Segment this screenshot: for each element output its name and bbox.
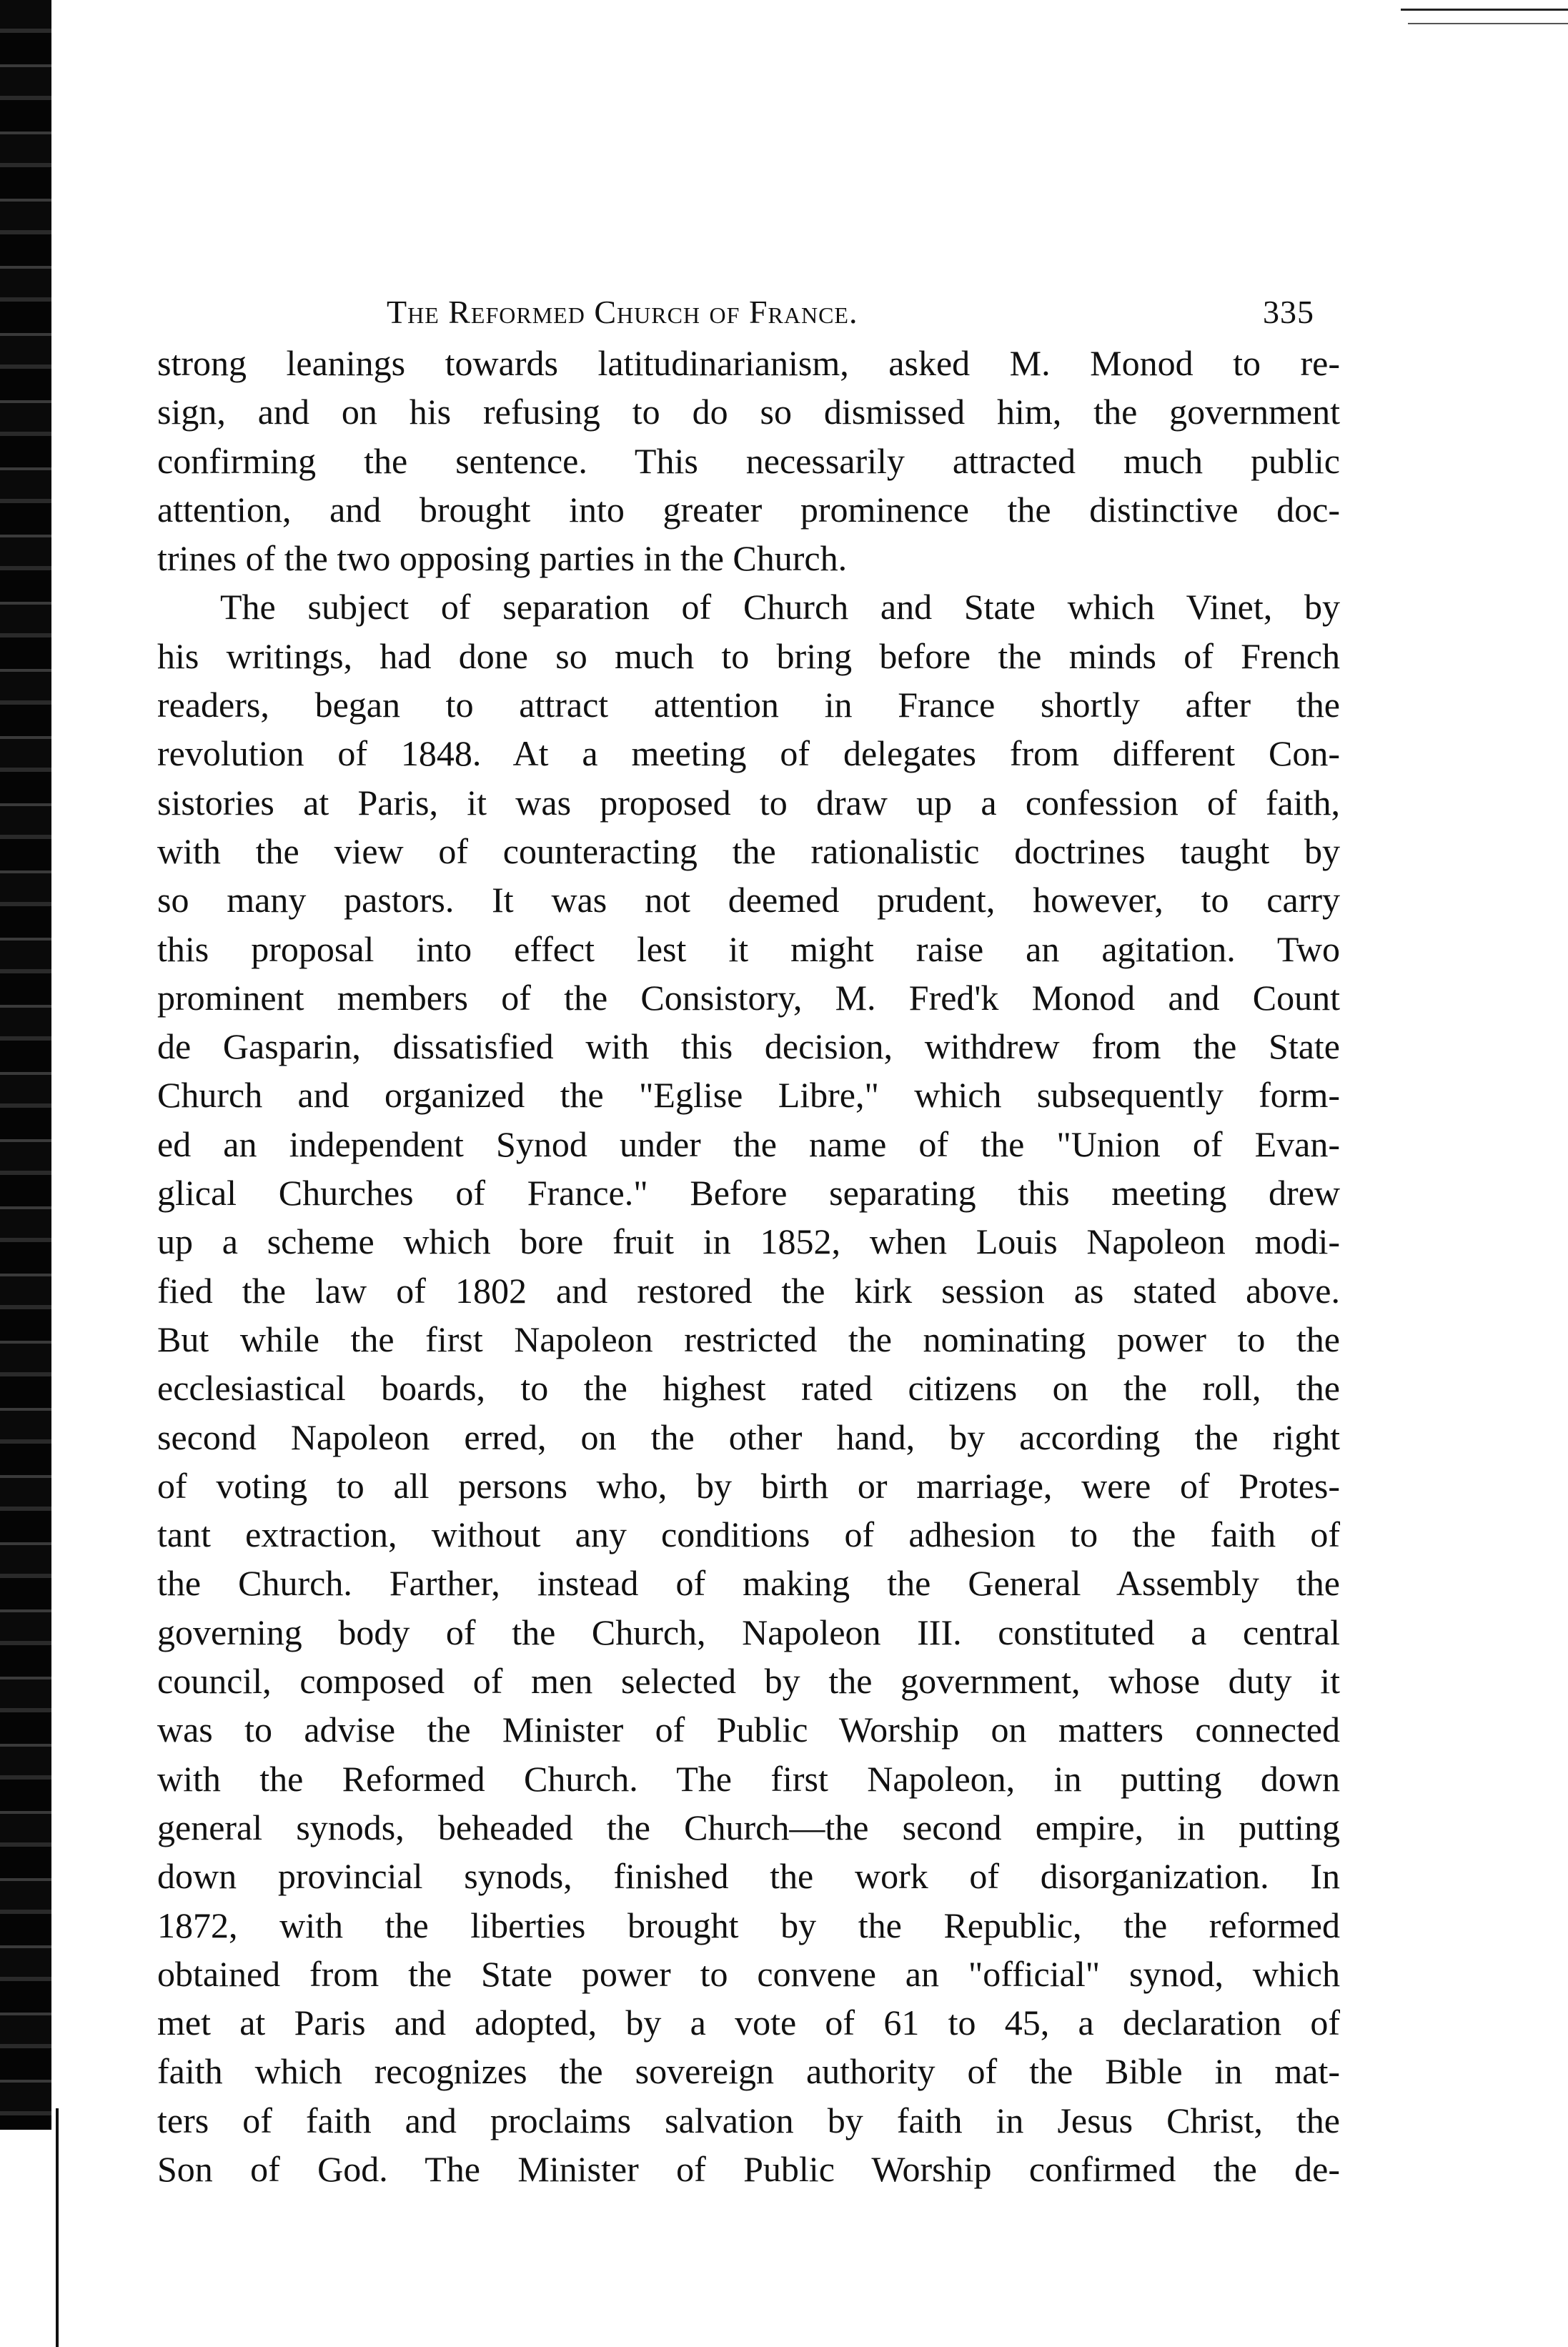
text-line: faith which recognizes the sovereign authority of the Bible in mat-: [157, 2051, 1340, 2092]
text-line: his writings, had done so much to bring before the minds of French: [157, 635, 1340, 676]
text-line: revolution of 1848. At a meeting of delegates from different Con-: [157, 733, 1340, 774]
text-line: But while the first Napoleon restricted the nominating power to the: [157, 1319, 1340, 1359]
text-line: attention, and brought into greater prominence the distinctive doc-: [157, 489, 1340, 530]
text-line: Church and organized the "Eglise Libre," which subsequently form-: [157, 1075, 1340, 1116]
text-line: sistories at Paris, it was proposed to draw up a confession of faith,: [157, 782, 1340, 823]
text-line: second Napoleon erred, on the other hand, by according the right: [157, 1416, 1340, 1457]
text-line: sign, and on his refusing to do so dismissed him, the government: [157, 392, 1340, 432]
text-line: council, composed of men selected by the government, whose duty it: [157, 1661, 1340, 1702]
text-line: governing body of the Church, Napoleon III. constituted a central: [157, 1612, 1340, 1652]
text-line: tant extraction, without any conditions of adhesion to the faith of: [157, 1514, 1340, 1555]
text-line: glical Churches of France." Before separating this meeting drew: [157, 1173, 1340, 1214]
text-line: readers, began to attract attention in France shortly after the: [157, 685, 1340, 725]
scanned-binding-edge: [0, 0, 51, 2130]
text-line: up a scheme which bore fruit in 1852, when Louis Napoleon modi-: [157, 1221, 1340, 1262]
text-line: so many pastors. It was not deemed prudent, however, to carry: [157, 880, 1340, 921]
text-line: trines of the two opposing parties in the Church.: [157, 538, 848, 579]
page-number: 335: [1263, 294, 1314, 330]
text-line: general synods, beheaded the Church—the second empire, in putting: [157, 1807, 1340, 1847]
text-line: was to advise the Minister of Public Worship on matters connected: [157, 1710, 1340, 1750]
text-line: this proposal into effect lest it might raise an agitation. Two: [157, 928, 1340, 969]
text-line: prominent members of the Consistory, M. Fred'k Monod and Count: [157, 977, 1340, 1018]
scan-artifact-rule: [1408, 23, 1568, 24]
text-line: down provincial synods, finished the work of disorganization. In: [157, 1856, 1340, 1897]
text-line: Son of God. The Minister of Public Worship confirmed the de-: [157, 2148, 1340, 2189]
scan-artifact-rule: [1401, 9, 1568, 11]
text-line: with the view of counteracting the rationalistic doctrines taught by: [157, 830, 1340, 871]
text-line: the Church. Farther, instead of making the General Assembly the: [157, 1563, 1340, 1604]
text-line: strong leanings towards latitudinarianism, asked M. Monod to re-: [157, 343, 1340, 383]
text-line: confirming the sentence. This necessarily attracted much public: [157, 440, 1340, 481]
running-title: The Reformed Church of France.: [387, 294, 858, 330]
text-line: with the Reformed Church. The first Napoleon, in putting down: [157, 1758, 1340, 1799]
text-line: obtained from the State power to convene an "official" synod, which: [157, 1953, 1340, 1994]
text-line: fied the law of 1802 and restored the kirk session as stated above.: [157, 1270, 1340, 1311]
text-line: 1872, with the liberties brought by the Republic, the reformed: [157, 1905, 1340, 1945]
text-line: de Gasparin, dissatisfied with this decision, withdrew from the State: [157, 1026, 1340, 1067]
running-header: [387, 293, 1337, 336]
page-edge-line: [56, 2108, 59, 2347]
text-line: met at Paris and adopted, by a vote of 61 to 45, a declaration of: [157, 2003, 1340, 2043]
text-line: of voting to all persons who, by birth or marriage, were of Protes-: [157, 1465, 1340, 1506]
text-line: ters of faith and proclaims salvation by faith in Jesus Christ, the: [157, 2100, 1340, 2140]
text-line: ed an independent Synod under the name of the "Union of Evan-: [157, 1123, 1340, 1164]
text-line: The subject of separation of Church and State which Vinet, by: [220, 587, 1340, 627]
text-line: ecclesiastical boards, to the highest rated citizens on the roll, the: [157, 1368, 1340, 1409]
body-text: [157, 339, 1340, 2193]
